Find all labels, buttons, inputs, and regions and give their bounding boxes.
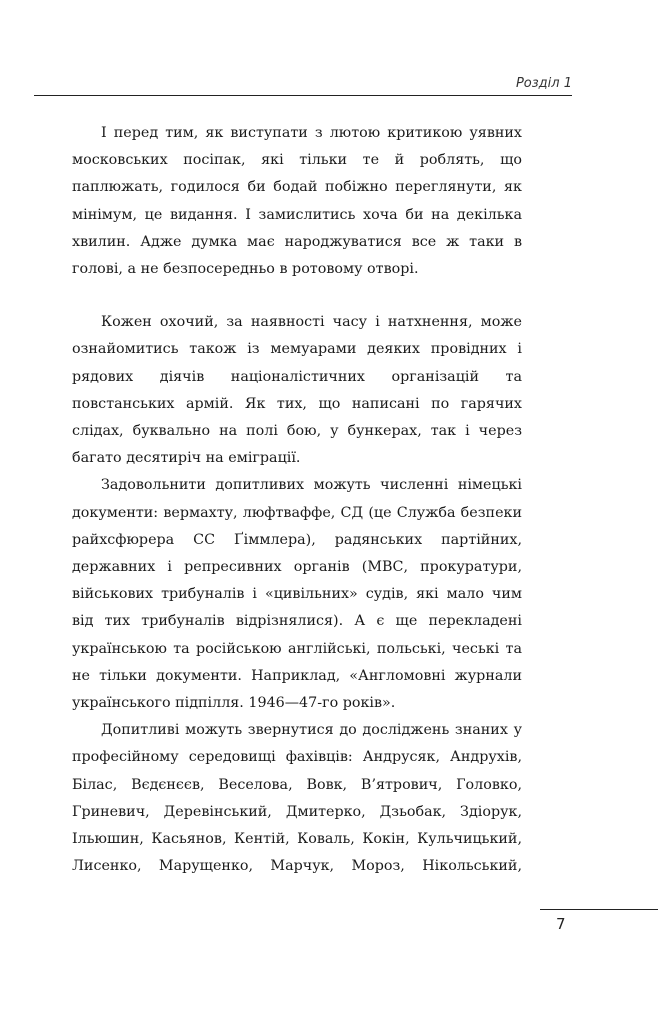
paragraph-3: Задовольнити допитливих можуть численні німецькі документи: вермахту, люфтваффе, СД (це Служба безпеки райхсфюрера СС Ґіммлера), радянських партійних, державних і репресивних органів (МВС, прокуратури, військових трибуналів і «цивільних» судів, які мало чим від тих трибуналів відрізнялися). А є ще перекладені українською та російською англійські, польські, чеські та не тільки документи. Наприклад, «Англомовні журнали українського підпілля. 1946—47-го років». — [72, 477, 522, 712]
paragraph-2: Кожен охочий, за наявності часу і натхнення, може ознайомитись також із мемуарами деяких провідних і рядових діячів націоналістичних організацій та повстанських армій. Як тих, що написані по гарячих слідах, буквально на полі бою, у бункерах, так і через багато десятиріч на еміграції. — [72, 314, 522, 467]
header-rule — [34, 95, 572, 96]
paragraph-1: І перед тим, як виступати з лютою критикою уявних московських посіпак, які тільки те й роблять, що паплюжать, годилося би бодай побіжно переглянути, як мінімум, це видання. І замислитись хоча би на декілька хвилин. Адже думка має народжуватися все ж таки в голові, а не безпосередньо в ротовому отворі. — [72, 125, 522, 278]
page-number: 7 — [556, 915, 566, 933]
running-head: Розділ 1 — [515, 76, 572, 91]
paragraph-4: Допитливі можуть звернутися до досліджень знаних у професійному середовищі фахівців: Андрусяк, Андрухів, Білас, Вєдєнєєв, Веселова, Вовк, В’ятрович, Головко, Гриневич, Деревінський, Дмитерко, Дзьобак, Здіорук, Ільюшин, Касьянов, Кентій, Коваль, Кокін, Кульчицький, Лисенко, Марущенко, Марчук, Мороз, Нікольський, — [72, 722, 522, 875]
paragraph-gap — [72, 283, 522, 309]
footer-rule — [540, 909, 658, 910]
body-text — [72, 120, 522, 880]
